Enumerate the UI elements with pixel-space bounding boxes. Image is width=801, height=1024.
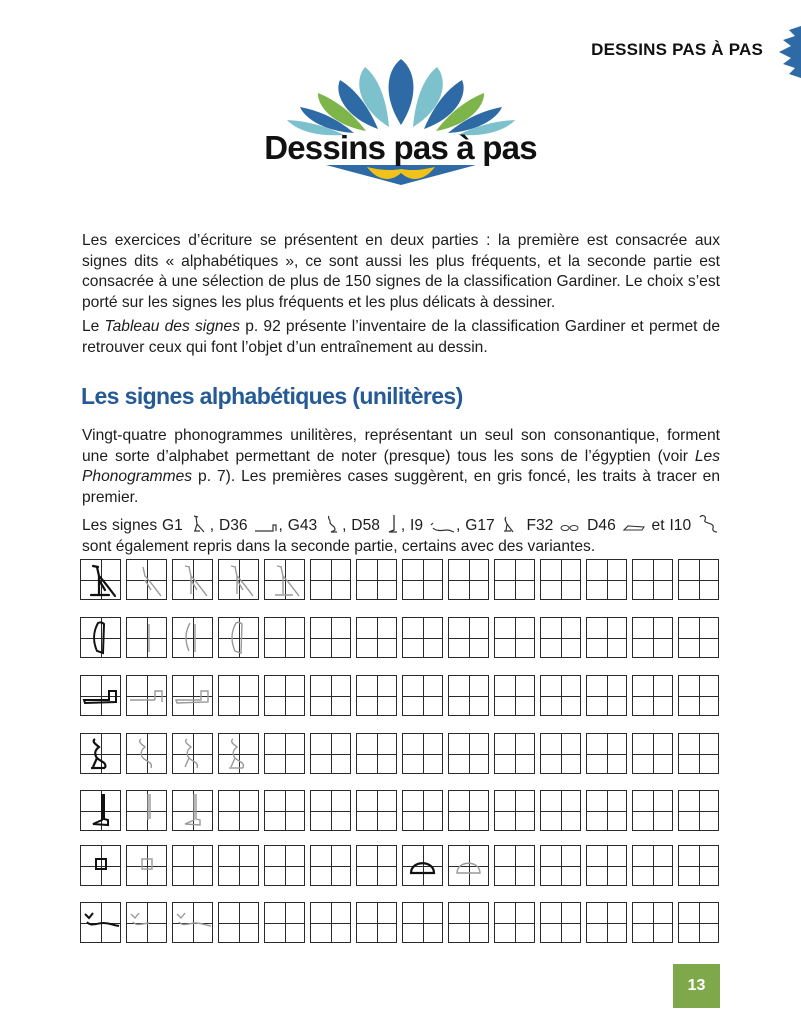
practice-cell[interactable] — [586, 617, 627, 658]
practice-cell[interactable] — [80, 902, 121, 943]
practice-cell[interactable] — [310, 845, 351, 886]
viper-glyph-icon — [429, 520, 455, 534]
practice-cell[interactable] — [310, 559, 351, 600]
hand-glyph-icon — [622, 522, 646, 534]
practice-cell[interactable] — [586, 902, 627, 943]
practice-cell[interactable] — [448, 902, 489, 943]
practice-cell[interactable] — [310, 675, 351, 716]
practice-cell[interactable] — [218, 790, 259, 831]
banner-title: Dessins pas à pas — [264, 129, 537, 166]
practice-cell[interactable] — [678, 675, 719, 716]
practice-cell[interactable] — [632, 733, 673, 774]
practice-cell[interactable] — [540, 559, 581, 600]
practice-cell[interactable] — [356, 675, 397, 716]
practice-cell[interactable] — [402, 675, 443, 716]
practice-cell[interactable] — [494, 675, 535, 716]
section-title: Les signes alphabétiques (unilitères) — [81, 383, 463, 409]
practice-cell[interactable] — [402, 845, 443, 886]
practice-cell[interactable] — [356, 559, 397, 600]
leg-glyph-icon — [386, 514, 400, 534]
practice-cell[interactable] — [310, 733, 351, 774]
practice-cell[interactable] — [540, 675, 581, 716]
practice-cell[interactable] — [494, 790, 535, 831]
practice-cell[interactable] — [218, 902, 259, 943]
practice-cell[interactable] — [126, 559, 167, 600]
practice-cell[interactable] — [80, 617, 121, 658]
practice-cell[interactable] — [402, 902, 443, 943]
practice-cell[interactable] — [402, 617, 443, 658]
practice-cell[interactable] — [494, 559, 535, 600]
practice-cell[interactable] — [126, 845, 167, 886]
practice-cell[interactable] — [540, 790, 581, 831]
practice-cell[interactable] — [402, 559, 443, 600]
practice-cell[interactable] — [494, 902, 535, 943]
practice-cell[interactable] — [586, 675, 627, 716]
practice-cell[interactable] — [126, 790, 167, 831]
practice-cell[interactable] — [448, 617, 489, 658]
practice-row-m17 — [80, 617, 724, 661]
practice-cell[interactable] — [310, 617, 351, 658]
practice-cell[interactable] — [632, 790, 673, 831]
practice-cell[interactable] — [632, 675, 673, 716]
practice-cell[interactable] — [494, 845, 535, 886]
practice-cell[interactable] — [540, 845, 581, 886]
practice-cell[interactable] — [172, 902, 213, 943]
practice-cell[interactable] — [586, 845, 627, 886]
quail-chick-glyph-icon — [323, 514, 341, 534]
practice-cell[interactable] — [80, 559, 121, 600]
practice-cell[interactable] — [678, 733, 719, 774]
practice-cell[interactable] — [448, 790, 489, 831]
practice-cell[interactable] — [80, 675, 121, 716]
practice-cell[interactable] — [540, 733, 581, 774]
practice-cell[interactable] — [402, 790, 443, 831]
practice-cell[interactable] — [632, 845, 673, 886]
practice-cell[interactable] — [448, 675, 489, 716]
practice-cell[interactable] — [632, 559, 673, 600]
arm-glyph-icon — [253, 520, 277, 534]
practice-cell[interactable] — [264, 733, 305, 774]
practice-cell[interactable] — [80, 845, 121, 886]
practice-cell[interactable] — [356, 790, 397, 831]
practice-cell[interactable] — [126, 617, 167, 658]
practice-cell[interactable] — [172, 790, 213, 831]
cobra-glyph-icon — [697, 512, 719, 534]
practice-cell[interactable] — [448, 559, 489, 600]
practice-cell[interactable] — [172, 675, 213, 716]
practice-row-d36 — [80, 675, 724, 719]
practice-cell[interactable] — [218, 733, 259, 774]
practice-cell[interactable] — [264, 675, 305, 716]
practice-cell[interactable] — [172, 845, 213, 886]
practice-cell[interactable] — [126, 902, 167, 943]
practice-cell[interactable] — [632, 617, 673, 658]
vulture-glyph-icon — [189, 514, 209, 534]
practice-cell[interactable] — [218, 845, 259, 886]
practice-cell[interactable] — [678, 617, 719, 658]
practice-cell[interactable] — [586, 733, 627, 774]
practice-cell[interactable] — [678, 790, 719, 831]
practice-cell[interactable] — [80, 790, 121, 831]
practice-cell[interactable] — [540, 617, 581, 658]
practice-cell[interactable] — [264, 902, 305, 943]
practice-cell[interactable] — [448, 733, 489, 774]
practice-cell[interactable] — [356, 845, 397, 886]
practice-cell[interactable] — [586, 559, 627, 600]
practice-cell[interactable] — [678, 845, 719, 886]
practice-cell[interactable] — [356, 617, 397, 658]
practice-cell[interactable] — [264, 845, 305, 886]
page-number: 13 — [673, 964, 720, 1008]
practice-cell[interactable] — [632, 902, 673, 943]
section-paragraph-1: Vingt-quatre phonogrammes unilitères, représentant un seul son consonantique, forment une sorte d’alphabet permettant de noter (presque) tous les sons de l’égyptien (voir Les Phonogrammes p. 7). Les premières cases suggèrent, en gris foncé, les traits à tracer en premier. — [82, 427, 720, 506]
practice-cell[interactable] — [540, 902, 581, 943]
practice-row-q3-x1 — [80, 845, 724, 889]
practice-cell[interactable] — [218, 675, 259, 716]
belly-glyph-icon — [559, 522, 581, 534]
practice-row-d58 — [80, 790, 724, 834]
practice-cell[interactable] — [126, 675, 167, 716]
owl-glyph-icon — [501, 514, 521, 534]
practice-cell[interactable] — [264, 559, 305, 600]
practice-cell[interactable] — [586, 790, 627, 831]
section-paragraph-2: Les signes G1 , D36 , G43 , D58 , I9 , G17 F32 D46 et I10 sont également repris dans la seconde partie, certains avec des variantes. — [82, 512, 720, 557]
section-body — [82, 426, 720, 557]
practice-cell[interactable] — [678, 902, 719, 943]
practice-cell[interactable] — [218, 559, 259, 600]
practice-row-i9 — [80, 902, 724, 946]
intro-paragraph-1: Les exercices d’écriture se présentent en deux parties : la première est consacrée aux signes dits « alphabétiques », ce sont aussi les plus fréquents, et la seconde partie est consacrée à une sélection de plus de 150 signes de la classification Gardiner. Le choix s’est porté sur les signes les plus fréquents et les plus délicats à dessiner. — [82, 232, 720, 311]
practice-cell[interactable] — [356, 902, 397, 943]
practice-row-g43 — [80, 733, 724, 777]
practice-cell[interactable] — [494, 733, 535, 774]
practice-cell[interactable] — [80, 733, 121, 774]
practice-cell[interactable] — [356, 733, 397, 774]
running-head: DESSINS PAS À PAS — [591, 40, 763, 59]
practice-cell[interactable] — [264, 790, 305, 831]
practice-cell[interactable] — [172, 617, 213, 658]
practice-cell[interactable] — [310, 902, 351, 943]
practice-cell[interactable] — [172, 733, 213, 774]
practice-row-g1 — [80, 559, 724, 603]
intro-paragraph-2: Le Tableau des signes p. 92 présente l’inventaire de la classification Gardiner et permet de retrouver ceux qui font l’objet d’un entraînement au dessin. — [82, 318, 720, 356]
practice-cell[interactable] — [172, 559, 213, 600]
practice-cell[interactable] — [402, 733, 443, 774]
practice-cell[interactable] — [494, 617, 535, 658]
practice-cell[interactable] — [218, 617, 259, 658]
header-badge-icon — [771, 26, 801, 78]
practice-cell[interactable] — [126, 733, 167, 774]
practice-cell[interactable] — [678, 559, 719, 600]
practice-cell[interactable] — [448, 845, 489, 886]
practice-cell[interactable] — [264, 617, 305, 658]
practice-cell[interactable] — [310, 790, 351, 831]
